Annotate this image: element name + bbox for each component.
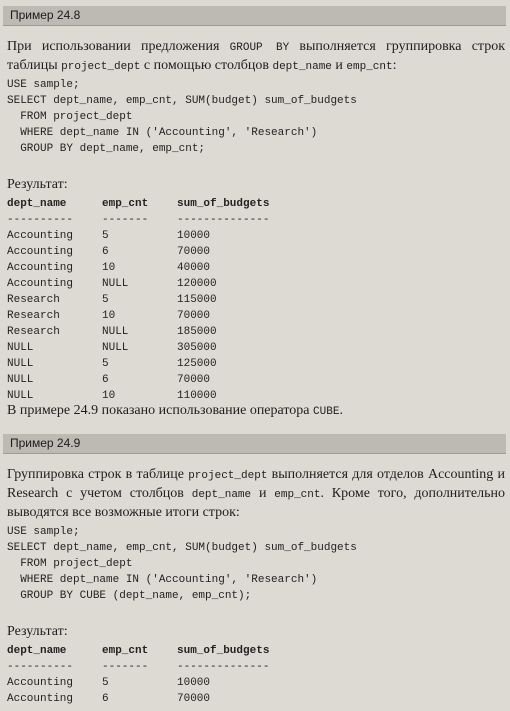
table-cell: emp_cnt: [102, 645, 149, 657]
code-line: SELECT dept_name, emp_cnt, SUM(budget) sum_of_budgets: [7, 95, 357, 107]
example-header-24-8: [3, 6, 506, 26]
code-line: FROM project_dept: [7, 558, 133, 570]
table-cell: 70000: [177, 374, 211, 386]
table-cell: 6: [102, 374, 109, 386]
result-label-24-9: Результат:: [7, 624, 68, 639]
table-cell: NULL: [102, 326, 129, 338]
table-cell: --------------: [177, 214, 270, 226]
example-title: Пример 24.8: [10, 8, 81, 22]
table-cell: NULL: [102, 342, 129, 354]
inline-code: dept_name: [272, 61, 332, 73]
table-cell: 6: [102, 693, 109, 705]
inline-code: emp_cnt: [346, 61, 393, 73]
code-line: GROUP BY CUBE (dept_name, emp_cnt);: [7, 590, 252, 602]
table-cell: 5: [102, 230, 109, 242]
text-run: При использовании предложения: [7, 39, 230, 54]
example-header-24-9: [3, 434, 506, 454]
table-cell: sum_of_budgets: [177, 198, 270, 210]
table-cell: emp_cnt: [102, 198, 149, 210]
table-cell: 70000: [177, 693, 211, 705]
inline-code: CUBE: [313, 406, 340, 418]
table-cell: NULL: [7, 390, 34, 402]
table-cell: 185000: [177, 326, 217, 338]
text-run: :: [392, 58, 397, 73]
table-cell: NULL: [7, 358, 34, 370]
code-line: GROUP BY dept_name, emp_cnt;: [7, 143, 206, 155]
text-run: выполняется группировка строк таблицы: [7, 39, 506, 73]
inline-code: GROUP BY: [229, 42, 290, 54]
table-cell: 5: [102, 358, 109, 370]
table-cell: 5: [102, 294, 109, 306]
table-cell: 115000: [177, 294, 217, 306]
inline-code: dept_name: [191, 489, 252, 501]
inline-code: project_dept: [188, 470, 268, 482]
code-line: USE sample;: [7, 526, 80, 538]
table-cell: Accounting: [7, 246, 74, 258]
table-cell: 6: [102, 246, 109, 258]
text-run: и: [251, 486, 275, 501]
code-line: WHERE dept_name IN ('Accounting', 'Research'): [7, 574, 318, 586]
inline-code: project_dept: [61, 61, 141, 73]
table-cell: 70000: [177, 246, 211, 258]
sql-code-24-9: [7, 524, 357, 604]
result-label-24-8: Результат:: [7, 177, 68, 192]
table-cell: ----------: [7, 661, 74, 673]
text-run: и: [331, 58, 347, 73]
table-cell: 10000: [177, 230, 211, 242]
example-intro-24-9: [7, 466, 505, 521]
table-cell: Research: [7, 310, 60, 322]
table-cell: Research: [7, 294, 60, 306]
text-run: с помощью столбцов: [140, 58, 273, 73]
table-cell: 125000: [177, 358, 217, 370]
table-cell: -------: [102, 661, 149, 673]
example-intro-24-8: [7, 38, 505, 76]
table-cell: Accounting: [7, 677, 74, 689]
table-cell: Accounting: [7, 278, 74, 290]
table-cell: NULL: [7, 374, 34, 386]
table-cell: sum_of_budgets: [177, 645, 270, 657]
code-line: FROM project_dept: [7, 111, 133, 123]
table-cell: Accounting: [7, 230, 74, 242]
example-title: Пример 24.9: [10, 436, 81, 450]
table-cell: 10: [102, 310, 116, 322]
table-cell: 5: [102, 677, 109, 689]
table-cell: 110000: [177, 390, 217, 402]
table-cell: dept_name: [7, 645, 67, 657]
table-cell: dept_name: [7, 198, 67, 210]
text-run: . Кроме того, дополнительно выводятся все возможные итоги строк:: [7, 486, 505, 520]
table-cell: ----------: [7, 214, 74, 226]
table-cell: Research: [7, 326, 60, 338]
text-run: В примере 24.9 показано использование оператора: [7, 403, 314, 418]
inline-code: emp_cnt: [274, 489, 321, 501]
table-cell: 120000: [177, 278, 217, 290]
text-run: .: [339, 403, 343, 418]
code-line: WHERE dept_name IN ('Accounting', 'Research'): [7, 127, 318, 139]
table-cell: 10: [102, 262, 116, 274]
table-cell: Accounting: [7, 693, 74, 705]
table-cell: NULL: [7, 342, 34, 354]
code-line: USE sample;: [7, 79, 80, 91]
table-cell: -------: [102, 214, 149, 226]
code-line: SELECT dept_name, emp_cnt, SUM(budget) sum_of_budgets: [7, 542, 357, 554]
text-run: выполняется для отделов Accounting и Research с учетом столбцов: [7, 467, 505, 501]
text-run: Группировка строк в таблице: [7, 467, 189, 482]
table-cell: 10: [102, 390, 116, 402]
table-cell: 40000: [177, 262, 211, 274]
table-cell: NULL: [102, 278, 129, 290]
sql-code-24-8: [7, 77, 357, 157]
transition-text: [7, 402, 505, 421]
table-cell: Accounting: [7, 262, 74, 274]
table-cell: 305000: [177, 342, 217, 354]
table-cell: --------------: [177, 661, 270, 673]
table-cell: 10000: [177, 677, 211, 689]
table-cell: 70000: [177, 310, 211, 322]
